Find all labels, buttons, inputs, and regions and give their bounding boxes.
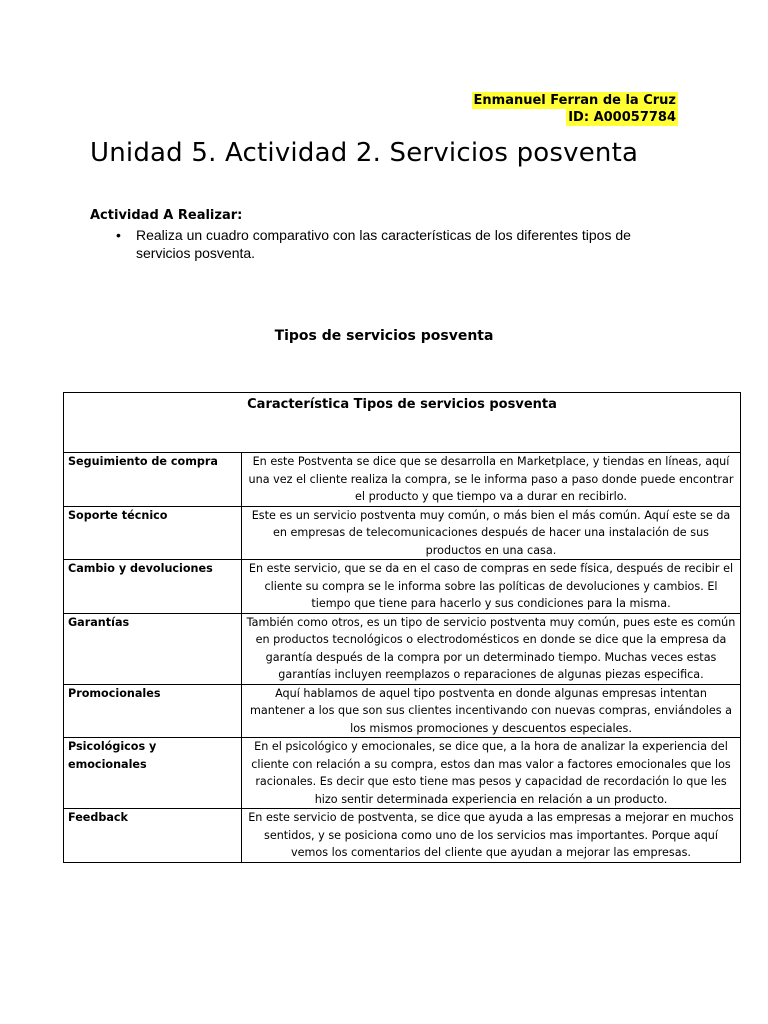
table-row xyxy=(64,738,741,809)
description-cell: También como otros, es un tipo de servicio postventa muy común, pues este es común en productos tecnológicos o electrodomésticos en donde se dice que la empresa da garantía después de la compra por un determinado tiempo. Muchas veces estas garantías incluyen reemplazos o reparaciones de algunas piezas especifica. xyxy=(242,613,741,684)
activity-heading: Actividad A Realizar: xyxy=(90,208,243,223)
table-row xyxy=(64,506,741,560)
description-cell: En este servicio de postventa, se dice que ayuda a las empresas a mejorar en muchos sentidos, y se posiciona como uno de los servicios mas importantes. Porque aquí vemos los comentarios del cliente que ayudan a mejorar las empresas. xyxy=(242,809,741,863)
table-header: Característica Tipos de servicios posventa xyxy=(64,393,741,453)
activity-bullet-item: • Realiza un cuadro comparativo con las características de los diferentes tipos de servicios posventa. xyxy=(116,226,676,262)
author-name: Enmanuel Ferran de la Cruz xyxy=(473,93,676,108)
author-block xyxy=(472,92,678,126)
feature-cell: Promocionales xyxy=(64,684,242,738)
table-header-row xyxy=(64,393,741,453)
table-row xyxy=(64,453,741,507)
description-cell: En este servicio, que se da en el caso de compras en sede física, después de recibir el cliente su compra se le informa sobre las políticas de devoluciones y cambios. El tiempo que tiene para hacerlo y sus condiciones para la misma. xyxy=(242,560,741,614)
description-cell: En este Postventa se dice que se desarrolla en Marketplace, y tiendas en líneas, aquí una vez el cliente realiza la compra, se le informa paso a paso donde puede encontrar el producto y que tiempo va a durar en recibirlo. xyxy=(242,453,741,507)
activity-bullet-list xyxy=(116,226,676,262)
page-title: Unidad 5. Actividad 2. Servicios posventa xyxy=(90,138,639,168)
feature-cell: Soporte técnico xyxy=(64,506,242,560)
table-row xyxy=(64,613,741,684)
description-cell: En el psicológico y emocionales, se dice que, a la hora de analizar la experiencia del cliente con relación a su compra, estos dan mas valor a factores emocionales que los racionales. Es decir que esto tiene mas pesos y capacidad de recordación lo que les hizo sentir determinada experiencia en relación a un producto. xyxy=(242,738,741,809)
table-row xyxy=(64,684,741,738)
table-row xyxy=(64,809,741,863)
feature-cell: Psicológicos y emocionales xyxy=(64,738,242,809)
description-cell: Este es un servicio postventa muy común, o más bien el más común. Aquí este se da en empresas de telecomunicaciones después de hacer una instalación de sus productos en una casa. xyxy=(242,506,741,560)
feature-cell: Feedback xyxy=(64,809,242,863)
feature-cell: Garantías xyxy=(64,613,242,684)
description-cell: Aquí hablamos de aquel tipo postventa en donde algunas empresas intentan mantener a los que son sus clientes incentivando con nuevas compras, enviándoles a los mismos promociones y descuentos especiales. xyxy=(242,684,741,738)
comparison-table xyxy=(63,392,741,863)
author-id: ID: A00057784 xyxy=(568,110,676,125)
table-row xyxy=(64,560,741,614)
feature-cell: Cambio y devoluciones xyxy=(64,560,242,614)
feature-cell: Seguimiento de compra xyxy=(64,453,242,507)
table-subtitle: Tipos de servicios posventa xyxy=(274,328,494,344)
